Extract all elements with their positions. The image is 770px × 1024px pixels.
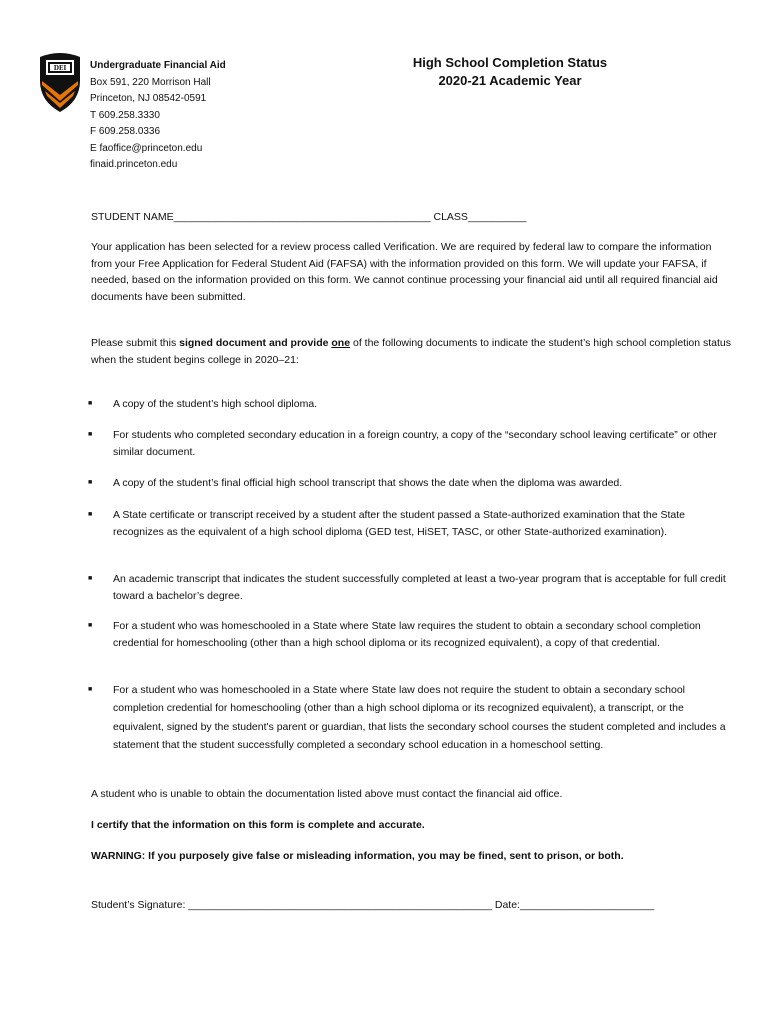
submit-text-2: of the following documents to indicate the student’s high school completion status when the student begins college in 2020–21:: [91, 337, 732, 366]
website: finaid.princeton.edu: [90, 159, 178, 170]
bullet-icon: ■: [88, 431, 93, 438]
list-item-text: For students who completed secondary education in a foreign country, a copy of the “secondary school leaving certificate” or other similar document.: [113, 429, 717, 458]
submit-bold-underlined-text: one: [331, 337, 351, 349]
submit-bold-text: signed document and provide: [179, 337, 332, 349]
office-contact-block: [90, 58, 226, 174]
bullet-icon: ■: [88, 400, 93, 407]
list-item: [88, 681, 733, 754]
svg-text:DEI: DEI: [53, 65, 67, 72]
office-name: Undergraduate Financial Aid: [90, 60, 226, 71]
certification-statement: I certify that the information on this form is complete and accurate.: [91, 819, 425, 831]
princeton-shield-icon: [38, 51, 82, 113]
bullet-icon: ■: [88, 686, 93, 693]
list-item-text: An academic transcript that indicates the student successfully completed at least a two-year program that is acceptable for full credit toward a bachelor’s degree.: [113, 573, 726, 602]
phone-number: T 609.258.3330: [90, 109, 160, 121]
submit-instructions: [91, 335, 731, 368]
bullet-icon: ■: [88, 511, 93, 518]
email-address: E faoffice@princeton.edu: [90, 142, 203, 154]
list-item: [88, 618, 733, 651]
list-item-text: For a student who was homeschooled in a State where State law requires the student to obtain a secondary school completion credential for homeschooling (other than a high school diploma or its recognized equivalent), a copy of that credential.: [113, 620, 701, 649]
list-item: [88, 396, 733, 413]
document-title: [410, 54, 610, 90]
title-line-2: 2020-21 Academic Year: [438, 73, 582, 88]
contact-office-note: A student who is unable to obtain the documentation listed above must contact the financial aid office.: [91, 788, 563, 800]
bullet-icon: ■: [88, 479, 93, 486]
list-item: [88, 507, 733, 540]
address-line-2: Princeton, NJ 08542-0591: [90, 93, 207, 104]
list-item-text: A copy of the student’s final official high school transcript that shows the date when the diploma was awarded.: [113, 477, 623, 489]
list-item: [88, 427, 733, 460]
verification-intro: Your application has been selected for a review process called Verification. We are required by federal law to compare the information from your Free Application for Federal Student Aid (FAFSA) with the information provided on this form. We will update your FAFSA, if needed, based on the information provided on this form. We cannot continue processing your financial aid until all required financial aid documents have been submitted.: [91, 241, 718, 303]
title-line-1: High School Completion Status: [412, 55, 608, 70]
list-item-text: A copy of the student’s high school diploma.: [113, 398, 318, 410]
signature-date-line: Student’s Signature: ____________________________________________________ Date:_______________________: [91, 899, 655, 911]
warning-statement: WARNING: If you purposely give false or misleading information, you may be fined, sent to prison, or both.: [91, 850, 624, 862]
student-name-class-line: STUDENT NAME____________________________________________ CLASS__________: [91, 211, 527, 223]
bullet-icon: ■: [88, 575, 93, 582]
list-item-text: For a student who was homeschooled in a State where State law does not require the student to obtain a secondary school completion credential for homeschooling (other than a high school diploma or its recognized equivalent), a transcript, or the equivalent, signed by the student's parent or guardian, that lists the secondary school courses the student completed and includes a statement that the student successfully completed a secondary school education in a homeschool setting.: [113, 684, 726, 751]
fax-number: F 609.258.0336: [90, 126, 161, 137]
submit-text-1: Please submit this: [91, 337, 180, 349]
list-item: [88, 571, 733, 604]
bullet-icon: ■: [88, 622, 93, 629]
list-item-text: A State certificate or transcript received by a student after the student passed a State-authorized examination that the State recognizes as the equivalent of a high school diploma (GED test, HiSET, TASC, or other State-authorized examination).: [113, 509, 685, 538]
address-line-1: Box 591, 220 Morrison Hall: [90, 76, 211, 88]
list-item: [88, 475, 733, 492]
